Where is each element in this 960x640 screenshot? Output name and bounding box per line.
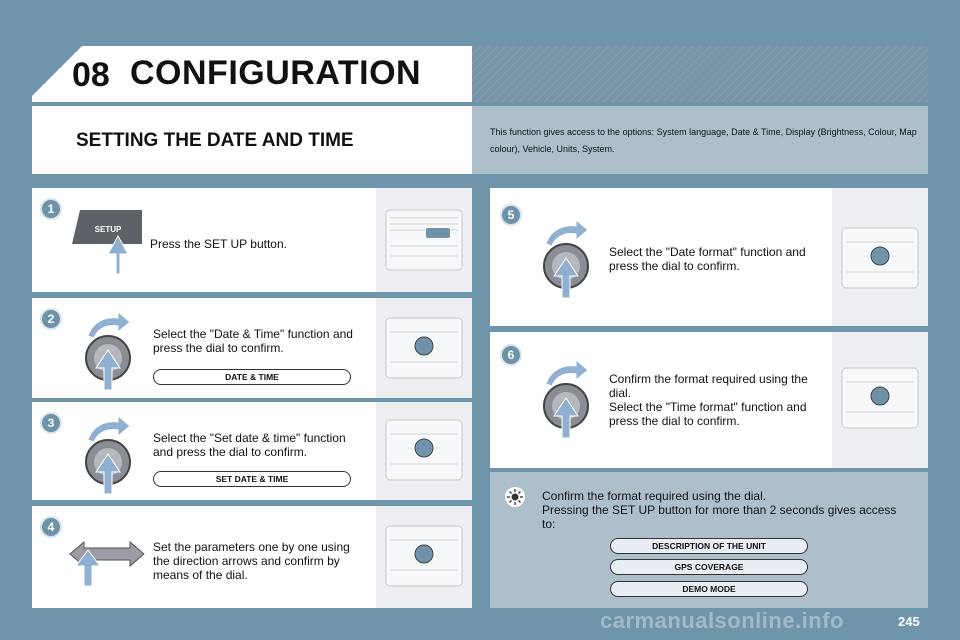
dial-press-icon	[80, 310, 140, 390]
step-text-5: Select the "Date format" function and press the dial to confirm.	[609, 245, 806, 273]
step-text-2: Select the "Date & Time" function and press the dial to confirm.	[153, 327, 353, 355]
setup-button-icon	[72, 210, 152, 274]
dial-press-icon	[80, 414, 140, 494]
unit-thumbnail	[376, 402, 472, 500]
page-number: 245	[898, 614, 920, 629]
head-unit-dial-icon	[376, 506, 472, 608]
step-badge-4: 4	[40, 516, 62, 538]
unit-thumbnail	[832, 188, 928, 326]
head-unit-dial-icon	[376, 402, 472, 500]
intro-text: This function gives access to the options: System language, Date & Time, Display (Brightness, Colour, Map colour), Vehicle, Units, System.	[490, 127, 917, 154]
unit-thumbnail	[376, 298, 472, 398]
step-text-1: Press the SET UP button.	[150, 237, 287, 251]
tip-lamp-icon	[504, 486, 526, 508]
head-unit-dial-icon	[376, 298, 472, 398]
watermark: carmanualsonline.info	[600, 608, 844, 633]
head-unit-dial-icon	[832, 188, 928, 326]
step-badge-5: 5	[500, 204, 522, 226]
option-pill-demo-mode: DEMO MODE	[610, 581, 808, 597]
unit-thumbnail	[832, 332, 928, 468]
unit-thumbnail	[376, 188, 472, 292]
option-pill-gps-coverage: GPS COVERAGE	[610, 559, 808, 575]
menu-pill-set-date-time: SET DATE & TIME	[153, 471, 351, 487]
header-stripe	[472, 46, 928, 102]
step-text-6: Confirm the format required using the dial. Select the "Time format" function and press the dial to confirm.	[609, 372, 808, 428]
unit-thumbnail	[376, 506, 472, 608]
svg-text:SETUP: SETUP	[94, 225, 122, 234]
chapter-number: 08	[72, 56, 110, 94]
note-text: Confirm the format required using the dial. Pressing the SET UP button for more than 2 seconds gives access to:	[542, 489, 897, 531]
section-title: SETTING THE DATE AND TIME	[76, 130, 354, 151]
dial-press-icon	[538, 358, 598, 438]
direction-arrows-icon	[70, 530, 150, 586]
step-badge-3: 3	[40, 412, 62, 434]
menu-pill-date-time: DATE & TIME	[153, 369, 351, 385]
head-unit-icon	[376, 188, 472, 292]
step-text-3: Select the "Set date & time" function and press the dial to confirm.	[153, 431, 346, 459]
dial-press-icon	[538, 218, 598, 298]
step-badge-1: 1	[40, 198, 62, 220]
step-badge-6: 6	[500, 344, 522, 366]
chapter-title: CONFIGURATION	[130, 54, 422, 92]
head-unit-dial-icon	[832, 332, 928, 468]
step-badge-2: 2	[40, 308, 62, 330]
option-pill-description-unit: DESCRIPTION OF THE UNIT	[610, 538, 808, 554]
step-text-4: Set the parameters one by one using the direction arrows and confirm by means of the dial.	[153, 540, 350, 582]
